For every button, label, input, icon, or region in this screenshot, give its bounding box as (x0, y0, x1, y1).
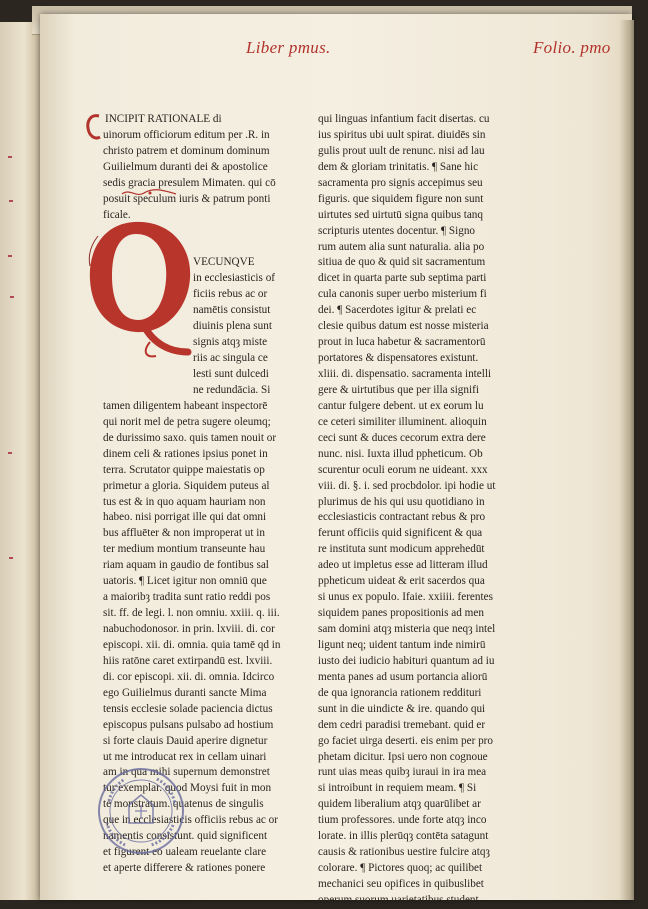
text-line: scripturis utentes docentur. ¶ Signo (318, 224, 476, 237)
text-line: runt uias meas quibȝ iuraui in ira mea (318, 766, 487, 779)
text-line: ne redundācia. Si (193, 383, 271, 396)
text-line: prout in luca habetur & sacramentorū (318, 336, 486, 349)
text-line: di. cor episcopi. xii. di. omnia. Idcirco (103, 670, 275, 683)
text-line: sit. ff. de legi. l. non omniu. xxiii. q. iii. (103, 607, 280, 620)
text-line: a maioribȝ tradita sunt ratio reddi pos (103, 591, 271, 604)
text-line: VECUNQVE (193, 256, 255, 269)
text-line: sitiua de quo & quid sit sacramentum (318, 256, 486, 269)
text-line: sacramenta pro signis accepimus seu (318, 176, 483, 189)
text-line: dei. ¶ Sacerdotes igitur & prelati ec (318, 304, 477, 317)
text-line: et figurent eo ualeam reuelante clare (103, 846, 267, 859)
text-line: phetam dicitur. Ipsi uero non cognoue (318, 750, 488, 763)
text-line: tur exemplar. quod Moysi fuit in mon (103, 782, 272, 795)
text-line: namētis consistut (193, 304, 271, 317)
text-line: ego Guilielmus duranti sancte Mima (103, 686, 267, 699)
text-line: qui norit mel de petra sugere oleumq; (103, 415, 271, 428)
text-line: gulis prout uult de renunc. nisi ad lau (318, 144, 485, 157)
text-line: ut me introducat rex in cellam uinari (103, 750, 267, 763)
text-line: ppheticum uideat & erit sacerdos qua (318, 575, 485, 588)
text-line: uatoris. ¶ Licet igitur non omniū que (103, 575, 267, 588)
text-line: terra. Scrutator quippe maiestatis op (103, 463, 265, 476)
text-line: ficiis rebus ac or (193, 288, 268, 301)
text-line: Guilielmum duranti dei & apostolice (103, 160, 268, 173)
text-line: ius spiritus ubi uult spirat. diuidēs sin (318, 128, 486, 141)
text-column-right (318, 112, 520, 909)
text-line: lorate. in illis plerūqȝ contēta satagunt (318, 830, 489, 843)
text-line: posuit speculum iuris & patrum ponti (103, 192, 271, 205)
text-line: ligunt neq; uident tantum inde nimirū (318, 638, 486, 651)
text-line: dinem celi & rationes ipsius ponet in (103, 447, 268, 460)
text-line: episcopus pulsans pulsabo ad hostium (103, 718, 274, 731)
text-line: cantur fulgere debent. ut ex eorum lu (318, 399, 484, 412)
text-line: de qua ignorancia rationem reddituri (318, 686, 482, 699)
text-line: dem & gloriam trinitatis. ¶ Sane hic (318, 160, 479, 173)
text-line: viii. di. §. i. sed procbdolor. ipi hodie ut (318, 479, 496, 492)
text-line: portatores & dispensatores existunt. (318, 352, 479, 365)
text-line: uinorum officiorum editum per .R. in (103, 128, 270, 141)
text-line: uirtutes sed uirtutū signa quibus tanq (318, 208, 483, 221)
text-line: menta panes ad usum portancia aliorū (318, 670, 488, 683)
text-line: qui linguas infantium facit disertas. cu (318, 113, 490, 125)
text-line: te monstratum. quatenus de singulis (103, 798, 264, 811)
text-line: sunt in die uindicte & ire. quando qui (318, 702, 486, 715)
text-line: xliii. di. dispensatio. sacramenta intelli (318, 368, 492, 380)
text-line: sedis gracia presulem Mimaten. qui cō (103, 176, 276, 189)
text-line: diuinis plena sunt (193, 320, 272, 333)
text-line: ter medium montium transeunte hau (103, 543, 266, 556)
text-line: plurimus de his qui usu quotidiano in (318, 495, 485, 508)
facing-page-edge (0, 22, 40, 900)
text-line: ferunt officiis quid significent & qua (318, 527, 483, 540)
text-line: dicet in quarta parte sub septima parti (318, 272, 487, 285)
library-stamp-icon (95, 765, 187, 857)
text-line: colorare. ¶ Pictores quoq; ac quilibet (318, 862, 483, 875)
blank-line (103, 224, 293, 240)
text-line: clesie quibus datum est nosse misteria (318, 320, 489, 333)
text-line: habeo. nisi porrigat ille qui dat omni (103, 511, 267, 524)
text-line: ce ceteri similiter illuminent. alioquin (318, 415, 487, 428)
text-line: re instituta sunt modicum apprehedūt (318, 543, 485, 556)
text-line: tamen diligentem habeant inspectorē (103, 399, 268, 412)
blank-line (103, 240, 293, 256)
text-line: dem cedri paradisi tremebant. quid er (318, 718, 486, 731)
text-line: tensis ecclesie solade paciencia dictus (103, 702, 273, 715)
text-line: sam domini atqȝ misteria que neqȝ intel (318, 623, 496, 635)
text-line: episcopi. xii. di. omnia. quia tamē qd in (103, 638, 281, 651)
text-line: de durissimo saxo. quis tamen nouit or (103, 431, 277, 444)
text-line: que in ecclesiasticis officiis rebus ac or (103, 814, 279, 827)
text-line: hiis ratōne caret extirpandū est. lxviii. (103, 654, 273, 667)
text-line: lesti sunt dulcedi (193, 368, 269, 380)
text-line: am in qua mihi supernum demonstret (103, 766, 270, 779)
text-column-left (103, 112, 293, 877)
text-line: go faciet uirga deserti. eis enim per pro (318, 734, 494, 747)
text-line: primetur a gloria. Siquidem puteus al (103, 479, 270, 492)
text-line: tus est & in quo aquam hauriam non (103, 495, 266, 508)
running-head-right: Folio. pmo (533, 38, 611, 57)
text-line: riam aquam in gaudio de fontibus sal (103, 559, 269, 572)
text-line: ceci sunt & duces cecorum extra dere (318, 431, 486, 444)
text-line: causis & rationibus uestire fulcire atqȝ (318, 846, 490, 859)
text-line: ficale. (103, 208, 131, 221)
text-line: rum autem alia sunt naturalia. alia po (318, 240, 485, 253)
text-line: et aperte differere & rationes ponere (103, 862, 266, 875)
text-line: INCIPIT RATIONALE di (105, 113, 222, 125)
text-line: bus affluēter & non improperat ut in (103, 527, 265, 540)
text-line: operum suorum uarietatibus student (318, 893, 479, 906)
text-line: iusto dei iudicio habituri quantum ad iu (318, 654, 495, 667)
text-line: in ecclesiasticis of (193, 272, 276, 285)
text-line: christo patrem et dominum dominum (103, 144, 270, 157)
text-line: namentis consistunt. quid significent (103, 830, 268, 843)
text-line: signis atqȝ miste (193, 336, 268, 349)
text-line: scurentur oculi eorum ne uideant. xxx (318, 463, 488, 476)
text-line: riis ac singula ce (193, 352, 268, 365)
text-line: tium professores. unde forte atqȝ inco (318, 814, 487, 827)
right-page-edges (620, 20, 634, 900)
text-line: gere & uirtutibus que per illa signifi (318, 383, 479, 396)
text-line: mechanici seu opifices in quibuslibet (318, 878, 484, 890)
text-line: adeo ut impletus esse ad litteram illud (318, 559, 488, 572)
text-line: cula canonis super uerbo misterium fi (318, 288, 487, 301)
text-line: quidem liberalium atqȝ quarūlibet ar (318, 798, 481, 811)
text-line: si unus ex populo. Ifaie. xxiiii. ferentes (318, 591, 493, 604)
text-line: nabuchodonosor. in prin. lxviii. di. cor (103, 623, 275, 635)
text-line: siquidem panes propositionis ad men (318, 607, 484, 620)
text-line: si forte clauis Dauid aperire dignetur (103, 734, 268, 747)
text-line: nunc. nisi. Iuxta illud ppheticum. Ob (318, 447, 483, 460)
text-line: si introibunt in requiem meam. ¶ Si (318, 782, 477, 795)
rubric-c-icon (86, 112, 102, 142)
running-head-left: Liber pmus. (246, 38, 331, 57)
text-line: ecclesiasticis contractant rebus & pro (318, 511, 486, 524)
text-line: figuris. que siquidem figure non sunt (318, 192, 484, 205)
